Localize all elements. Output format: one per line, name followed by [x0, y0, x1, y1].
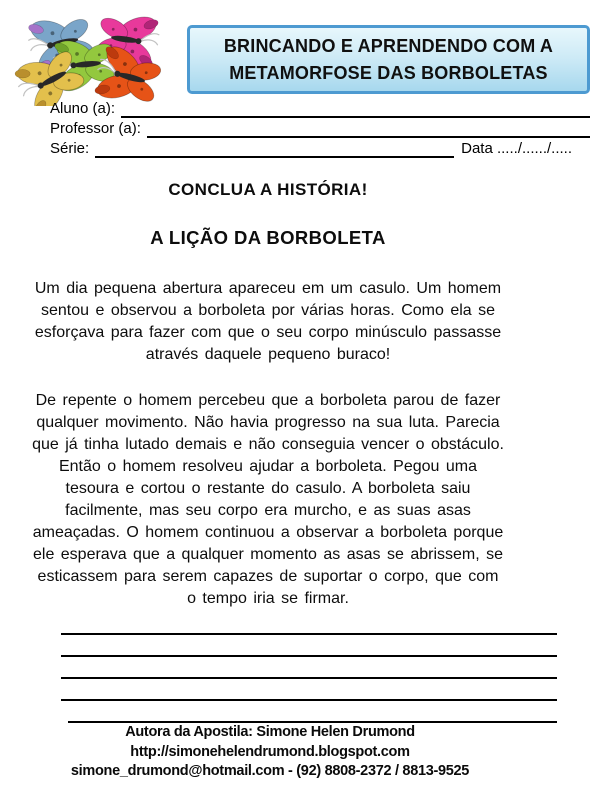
answer-line[interactable]	[61, 699, 557, 701]
date-label: Data ...../....../.....	[461, 140, 572, 157]
teacher-name-field[interactable]	[147, 120, 590, 138]
answer-line[interactable]	[61, 633, 557, 635]
story-paragraph-2: De repente o homem percebeu que a borboleta parou de fazer qualquer movimento. Não havia progresso na sua luta. Parecia que já tinha lutado demais e não conseguia vencer o obstáculo. Então o homem resolveu ajudar a borboleta. Pegou uma tesoura e cortou o restante do casulo. A borboleta saiu facilmente, mas seu corpo era murcho, e as suas asas ameaçadas. O homem continuou a observar a borboleta porque ele esperava que a qualquer momento as asas se abrissem, se esticassem para serem capazes de suportar o corpo, que com o tempo iria se firmar.	[32, 392, 504, 607]
grade-date-row	[50, 138, 590, 158]
story-content	[31, 180, 505, 610]
footer-contact: simone_drumond@hotmail.com - (92) 8808-2372 / 8813-9525	[70, 763, 470, 779]
worksheet-title-box	[187, 25, 590, 94]
answer-line[interactable]	[61, 677, 557, 679]
grade-label: Série:	[50, 140, 90, 157]
teacher-row	[50, 118, 590, 138]
grade-field[interactable]	[95, 140, 454, 158]
butterflies-illustration	[2, 6, 202, 106]
student-info-form	[50, 98, 590, 158]
story-heading: A LIÇÃO DA BORBOLETA	[150, 227, 386, 248]
footer-author: Autora da Apostila: Simone Helen Drumond	[125, 724, 415, 740]
student-name-field[interactable]	[121, 100, 590, 118]
student-label: Aluno (a):	[50, 100, 116, 117]
worksheet-title: BRINCANDO E APRENDENDO COM A METAMORFOSE DAS BORBOLETAS	[223, 35, 554, 83]
footer	[33, 723, 507, 782]
student-row	[50, 98, 590, 118]
teacher-label: Professor (a):	[50, 120, 141, 137]
prompt-heading: CONCLUA A HISTÓRIA!	[168, 180, 368, 199]
footer-website: http://simonehelendrumond.blogspot.com	[130, 743, 410, 760]
answer-line[interactable]	[61, 655, 557, 657]
story-paragraph-1: Um dia pequena abertura apareceu em um casulo. Um homem sentou e observou a borboleta por várias horas. Como ela se esforçava para fazer com que o seu corpo minúsculo passasse através daquele pequeno buraco!	[34, 280, 502, 363]
